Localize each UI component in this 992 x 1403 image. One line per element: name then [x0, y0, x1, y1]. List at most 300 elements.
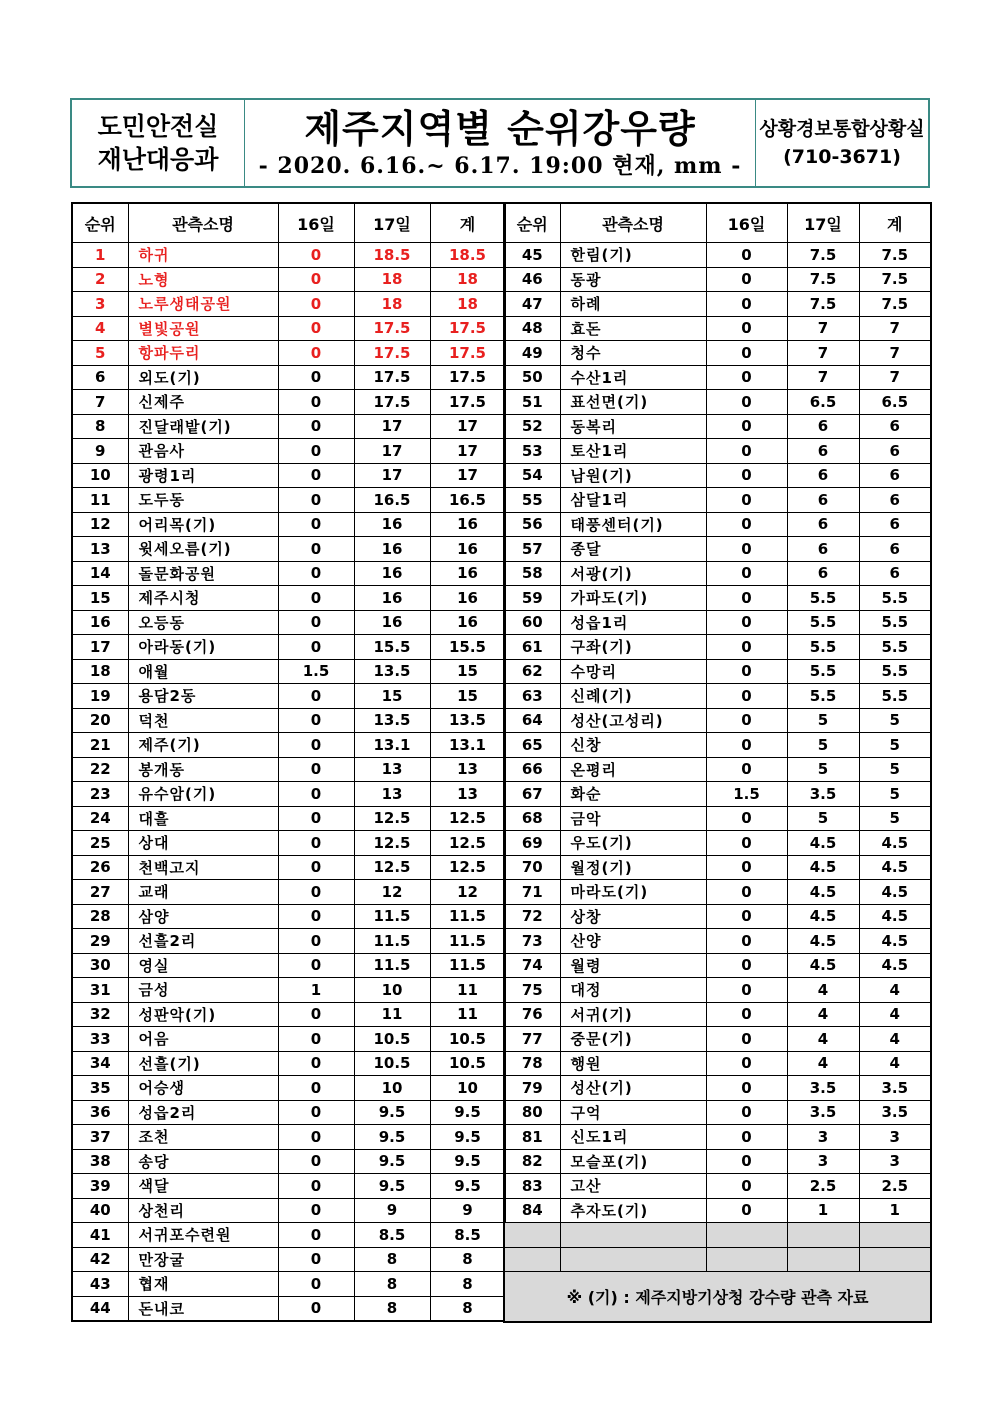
- table-row: [504, 537, 931, 562]
- day17-value: 3: [787, 1149, 859, 1174]
- rank-cell: 64: [504, 708, 560, 733]
- table-row: [504, 635, 931, 660]
- rank-cell: 77: [504, 1027, 560, 1052]
- day16-value: 0: [278, 439, 354, 464]
- rank-cell: 24: [72, 806, 128, 831]
- col-rank-header: 순위: [504, 203, 560, 243]
- rank-cell: 2: [72, 267, 128, 292]
- col-total-header: 계: [430, 203, 505, 243]
- table-row: [72, 1174, 505, 1199]
- total-value: 13: [430, 782, 505, 807]
- rank-cell: 15: [72, 586, 128, 611]
- station-name: 조천: [128, 1125, 278, 1150]
- empty-cell: [560, 1223, 706, 1248]
- table-row: [72, 806, 505, 831]
- day16-value: 0: [278, 1051, 354, 1076]
- rank-cell: 29: [72, 929, 128, 954]
- rank-cell: 54: [504, 463, 560, 488]
- total-value: 6.5: [859, 390, 931, 415]
- total-value: 10: [430, 1076, 505, 1101]
- total-value: 9.5: [430, 1125, 505, 1150]
- day17-value: 13.5: [354, 708, 430, 733]
- empty-cell: [706, 1247, 787, 1272]
- table-row: [504, 1174, 931, 1199]
- total-value: 7: [859, 365, 931, 390]
- total-value: 12.5: [430, 831, 505, 856]
- day16-value: 0: [278, 1149, 354, 1174]
- day16-value: 0: [278, 1174, 354, 1199]
- rank-cell: 59: [504, 586, 560, 611]
- day16-value: 0: [706, 1125, 787, 1150]
- day17-value: 5: [787, 733, 859, 758]
- day16-value: 0: [278, 831, 354, 856]
- station-name: 토산1리: [560, 439, 706, 464]
- source-note: ※ (기) : 제주지방기상청 강수량 관측 자료: [504, 1272, 931, 1323]
- table-row: [504, 684, 931, 709]
- day17-value: 17.5: [354, 316, 430, 341]
- day16-value: 0: [706, 1100, 787, 1125]
- day17-value: 13: [354, 782, 430, 807]
- empty-cell: [504, 1247, 560, 1272]
- rank-cell: 82: [504, 1149, 560, 1174]
- rank-cell: 52: [504, 414, 560, 439]
- total-value: 5: [859, 757, 931, 782]
- rank-cell: 16: [72, 610, 128, 635]
- day17-value: 11.5: [354, 904, 430, 929]
- day17-value: 4: [787, 1002, 859, 1027]
- day17-value: 4: [787, 1051, 859, 1076]
- day17-value: 3.5: [787, 1100, 859, 1125]
- table-row: [504, 488, 931, 513]
- table-row: [72, 267, 505, 292]
- day17-value: 9.5: [354, 1174, 430, 1199]
- station-name: 오등동: [128, 610, 278, 635]
- empty-cell: [859, 1223, 931, 1248]
- empty-cell: [787, 1223, 859, 1248]
- day16-value: 0: [278, 390, 354, 415]
- table-row: [72, 1051, 505, 1076]
- total-value: 3.5: [859, 1076, 931, 1101]
- empty-row: [504, 1223, 931, 1248]
- rank-cell: 23: [72, 782, 128, 807]
- day16-value: 0: [278, 929, 354, 954]
- total-value: 4.5: [859, 904, 931, 929]
- day16-value: 0: [278, 1100, 354, 1125]
- table-row: [72, 610, 505, 635]
- day17-value: 16: [354, 586, 430, 611]
- station-name: 덕천: [128, 708, 278, 733]
- day16-value: 0: [706, 267, 787, 292]
- total-value: 16.5: [430, 488, 505, 513]
- total-value: 17: [430, 463, 505, 488]
- day17-value: 8: [354, 1296, 430, 1321]
- station-name: 제주(기): [128, 733, 278, 758]
- station-name: 협재: [128, 1272, 278, 1297]
- day17-value: 13.5: [354, 659, 430, 684]
- rank-cell: 43: [72, 1272, 128, 1297]
- day16-value: 0: [278, 463, 354, 488]
- rank-cell: 62: [504, 659, 560, 684]
- total-value: 12.5: [430, 855, 505, 880]
- rank-cell: 57: [504, 537, 560, 562]
- rank-cell: 60: [504, 610, 560, 635]
- station-name: 송당: [128, 1149, 278, 1174]
- table-row: [72, 341, 505, 366]
- day17-value: 5.5: [787, 684, 859, 709]
- rank-cell: 53: [504, 439, 560, 464]
- rank-cell: 78: [504, 1051, 560, 1076]
- total-value: 12: [430, 880, 505, 905]
- day16-value: 0: [278, 341, 354, 366]
- rank-cell: 27: [72, 880, 128, 905]
- station-name: 종달: [560, 537, 706, 562]
- empty-cell: [504, 1223, 560, 1248]
- station-name: 마라도(기): [560, 880, 706, 905]
- rank-cell: 70: [504, 855, 560, 880]
- day17-value: 7: [787, 341, 859, 366]
- total-value: 15: [430, 684, 505, 709]
- table-row: [72, 1247, 505, 1272]
- table-row: [504, 1076, 931, 1101]
- total-value: 10.5: [430, 1051, 505, 1076]
- table-row: [504, 292, 931, 317]
- day16-value: 0: [706, 1174, 787, 1199]
- day16-value: 0: [706, 1198, 787, 1223]
- total-value: 11.5: [430, 929, 505, 954]
- station-name: 모슬포(기): [560, 1149, 706, 1174]
- rank-cell: 9: [72, 439, 128, 464]
- table-row: [504, 831, 931, 856]
- day17-value: 4.5: [787, 855, 859, 880]
- station-name: 상창: [560, 904, 706, 929]
- table-row: [72, 684, 505, 709]
- empty-cell: [859, 1247, 931, 1272]
- station-name: 산양: [560, 929, 706, 954]
- day16-value: 0: [706, 953, 787, 978]
- day17-value: 6: [787, 512, 859, 537]
- office-box: [756, 100, 928, 186]
- total-value: 5.5: [859, 635, 931, 660]
- day16-value: 0: [278, 733, 354, 758]
- rank-cell: 4: [72, 316, 128, 341]
- total-value: 6: [859, 463, 931, 488]
- table-row: [504, 953, 931, 978]
- day17-value: 5: [787, 757, 859, 782]
- col-station-header: 관측소명: [560, 203, 706, 243]
- day16-value: 0: [706, 537, 787, 562]
- station-name: 우도(기): [560, 831, 706, 856]
- table-row: [72, 414, 505, 439]
- col-station-header: 관측소명: [128, 203, 278, 243]
- station-name: 월령: [560, 953, 706, 978]
- rank-cell: 38: [72, 1149, 128, 1174]
- day17-value: 6: [787, 561, 859, 586]
- table-row: [72, 757, 505, 782]
- rank-cell: 19: [72, 684, 128, 709]
- rank-cell: 5: [72, 341, 128, 366]
- rank-cell: 1: [72, 243, 128, 268]
- rank-cell: 81: [504, 1125, 560, 1150]
- rank-cell: 14: [72, 561, 128, 586]
- station-name: 수망리: [560, 659, 706, 684]
- day16-value: 1.5: [278, 659, 354, 684]
- station-name: 동광: [560, 267, 706, 292]
- day16-value: 0: [278, 1198, 354, 1223]
- rank-cell: 31: [72, 978, 128, 1003]
- day17-value: 7.5: [787, 243, 859, 268]
- table-row: [72, 831, 505, 856]
- day16-value: 0: [706, 733, 787, 758]
- table-row: [72, 1002, 505, 1027]
- day17-value: 9.5: [354, 1125, 430, 1150]
- rank-cell: 7: [72, 390, 128, 415]
- rank-cell: 49: [504, 341, 560, 366]
- day16-value: 0: [706, 635, 787, 660]
- rank-cell: 25: [72, 831, 128, 856]
- rank-cell: 76: [504, 1002, 560, 1027]
- rank-cell: 72: [504, 904, 560, 929]
- station-name: 신례(기): [560, 684, 706, 709]
- day17-value: 4.5: [787, 904, 859, 929]
- station-name: 상대: [128, 831, 278, 856]
- day16-value: 0: [278, 316, 354, 341]
- table-row: [72, 1076, 505, 1101]
- empty-row: [504, 1247, 931, 1272]
- station-name: 애월: [128, 659, 278, 684]
- day16-value: 0: [278, 635, 354, 660]
- table-row: [504, 586, 931, 611]
- page-subtitle: - 2020. 6.16.~ 6.17. 19:00 현재, mm -: [258, 153, 742, 179]
- title-box: [245, 100, 756, 186]
- day16-value: 0: [706, 463, 787, 488]
- day17-value: 13.1: [354, 733, 430, 758]
- total-value: 9.5: [430, 1100, 505, 1125]
- day16-value: 0: [278, 561, 354, 586]
- rank-cell: 40: [72, 1198, 128, 1223]
- day17-value: 4.5: [787, 880, 859, 905]
- table-row: [504, 561, 931, 586]
- rank-cell: 46: [504, 267, 560, 292]
- day16-value: 0: [278, 904, 354, 929]
- station-name: 노루생태공원: [128, 292, 278, 317]
- office-name: 상황경보통합상황실: [759, 118, 925, 140]
- rank-cell: 67: [504, 782, 560, 807]
- table-row: [72, 635, 505, 660]
- day17-value: 5.5: [787, 610, 859, 635]
- total-value: 5: [859, 708, 931, 733]
- day17-value: 6: [787, 439, 859, 464]
- day17-value: 17: [354, 439, 430, 464]
- day16-value: 0: [706, 1076, 787, 1101]
- rank-cell: 32: [72, 1002, 128, 1027]
- table-row: [504, 978, 931, 1003]
- day16-value: 0: [278, 757, 354, 782]
- day16-value: 0: [278, 1125, 354, 1150]
- station-name: 서광(기): [560, 561, 706, 586]
- rank-cell: 26: [72, 855, 128, 880]
- rank-cell: 84: [504, 1198, 560, 1223]
- total-value: 18: [430, 292, 505, 317]
- station-name: 구좌(기): [560, 635, 706, 660]
- table-row: [504, 390, 931, 415]
- station-name: 청수: [560, 341, 706, 366]
- station-name: 성읍2리: [128, 1100, 278, 1125]
- rank-cell: 6: [72, 365, 128, 390]
- day16-value: 0: [278, 512, 354, 537]
- rank-cell: 75: [504, 978, 560, 1003]
- day17-value: 16: [354, 610, 430, 635]
- table-row: [504, 512, 931, 537]
- rank-cell: 83: [504, 1174, 560, 1199]
- day17-value: 6.5: [787, 390, 859, 415]
- station-name: 중문(기): [560, 1027, 706, 1052]
- table-row: [72, 708, 505, 733]
- station-name: 효돈: [560, 316, 706, 341]
- day17-value: 12.5: [354, 831, 430, 856]
- note-row: [504, 1272, 931, 1323]
- rank-cell: 47: [504, 292, 560, 317]
- day17-value: 1: [787, 1198, 859, 1223]
- table-row: [504, 267, 931, 292]
- table-row: [504, 929, 931, 954]
- total-value: 6: [859, 439, 931, 464]
- day17-value: 16: [354, 537, 430, 562]
- rank-cell: 65: [504, 733, 560, 758]
- total-value: 4: [859, 1002, 931, 1027]
- station-name: 별빛공원: [128, 316, 278, 341]
- day17-value: 6: [787, 463, 859, 488]
- rank-cell: 44: [72, 1296, 128, 1321]
- table-row: [72, 488, 505, 513]
- day16-value: 0: [706, 610, 787, 635]
- day16-value: 0: [706, 243, 787, 268]
- table-row: [504, 855, 931, 880]
- day17-value: 12.5: [354, 806, 430, 831]
- total-value: 6: [859, 537, 931, 562]
- day16-value: 0: [278, 537, 354, 562]
- day17-value: 8: [354, 1247, 430, 1272]
- day16-value: 0: [278, 708, 354, 733]
- day16-value: 0: [706, 684, 787, 709]
- total-value: 8.5: [430, 1223, 505, 1248]
- total-value: 17: [430, 439, 505, 464]
- day17-value: 7: [787, 316, 859, 341]
- day17-value: 16: [354, 512, 430, 537]
- day17-value: 7.5: [787, 267, 859, 292]
- table-row: [504, 659, 931, 684]
- station-name: 봉개동: [128, 757, 278, 782]
- table-row: [72, 1223, 505, 1248]
- day17-value: 4: [787, 1027, 859, 1052]
- total-value: 1: [859, 1198, 931, 1223]
- header-banner: [70, 98, 930, 188]
- total-value: 11.5: [430, 953, 505, 978]
- total-value: 17.5: [430, 341, 505, 366]
- empty-cell: [706, 1223, 787, 1248]
- day16-value: 0: [278, 414, 354, 439]
- col-day16-header: 16일: [278, 203, 354, 243]
- office-phone: (710-3671): [783, 146, 901, 168]
- station-name: 서귀(기): [560, 1002, 706, 1027]
- total-value: 17.5: [430, 390, 505, 415]
- day17-value: 10.5: [354, 1027, 430, 1052]
- day16-value: 0: [706, 855, 787, 880]
- rank-cell: 10: [72, 463, 128, 488]
- station-name: 천백고지: [128, 855, 278, 880]
- day17-value: 3.5: [787, 1076, 859, 1101]
- day17-value: 4.5: [787, 953, 859, 978]
- station-name: 교래: [128, 880, 278, 905]
- day16-value: 0: [278, 782, 354, 807]
- total-value: 5: [859, 806, 931, 831]
- total-value: 11: [430, 1002, 505, 1027]
- day17-value: 16.5: [354, 488, 430, 513]
- day16-value: 0: [706, 659, 787, 684]
- day17-value: 5: [787, 806, 859, 831]
- day17-value: 18: [354, 267, 430, 292]
- station-name: 신창: [560, 733, 706, 758]
- rank-cell: 61: [504, 635, 560, 660]
- total-value: 15: [430, 659, 505, 684]
- station-name: 제주시청: [128, 586, 278, 611]
- day17-value: 17: [354, 463, 430, 488]
- day16-value: 0: [706, 365, 787, 390]
- table-row: [72, 659, 505, 684]
- table-row: [72, 586, 505, 611]
- rank-cell: 12: [72, 512, 128, 537]
- rank-cell: 71: [504, 880, 560, 905]
- day17-value: 5.5: [787, 659, 859, 684]
- day17-value: 7: [787, 365, 859, 390]
- rank-cell: 36: [72, 1100, 128, 1125]
- rank-cell: 80: [504, 1100, 560, 1125]
- rank-cell: 58: [504, 561, 560, 586]
- table-row: [504, 365, 931, 390]
- total-value: 13.5: [430, 708, 505, 733]
- day16-value: 0: [706, 929, 787, 954]
- day17-value: 4.5: [787, 929, 859, 954]
- total-value: 4.5: [859, 855, 931, 880]
- day16-value: 0: [706, 1002, 787, 1027]
- table-row: [504, 243, 931, 268]
- station-name: 동복리: [560, 414, 706, 439]
- day17-value: 10.5: [354, 1051, 430, 1076]
- rank-cell: 73: [504, 929, 560, 954]
- table-row: [72, 1296, 505, 1321]
- rank-cell: 35: [72, 1076, 128, 1101]
- station-name: 어승생: [128, 1076, 278, 1101]
- station-name: 한림(기): [560, 243, 706, 268]
- day17-value: 18: [354, 292, 430, 317]
- rank-cell: 21: [72, 733, 128, 758]
- day16-value: 0: [278, 610, 354, 635]
- table-row: [504, 757, 931, 782]
- col-day16-header: 16일: [706, 203, 787, 243]
- station-name: 돈내코: [128, 1296, 278, 1321]
- day16-value: 0: [278, 855, 354, 880]
- rank-cell: 48: [504, 316, 560, 341]
- day17-value: 6: [787, 414, 859, 439]
- day16-value: 0: [706, 806, 787, 831]
- rank-cell: 11: [72, 488, 128, 513]
- total-value: 8: [430, 1247, 505, 1272]
- table-row: [504, 1002, 931, 1027]
- total-value: 4: [859, 1027, 931, 1052]
- day16-value: 0: [706, 904, 787, 929]
- station-name: 신제주: [128, 390, 278, 415]
- station-name: 하귀: [128, 243, 278, 268]
- table-row: [504, 708, 931, 733]
